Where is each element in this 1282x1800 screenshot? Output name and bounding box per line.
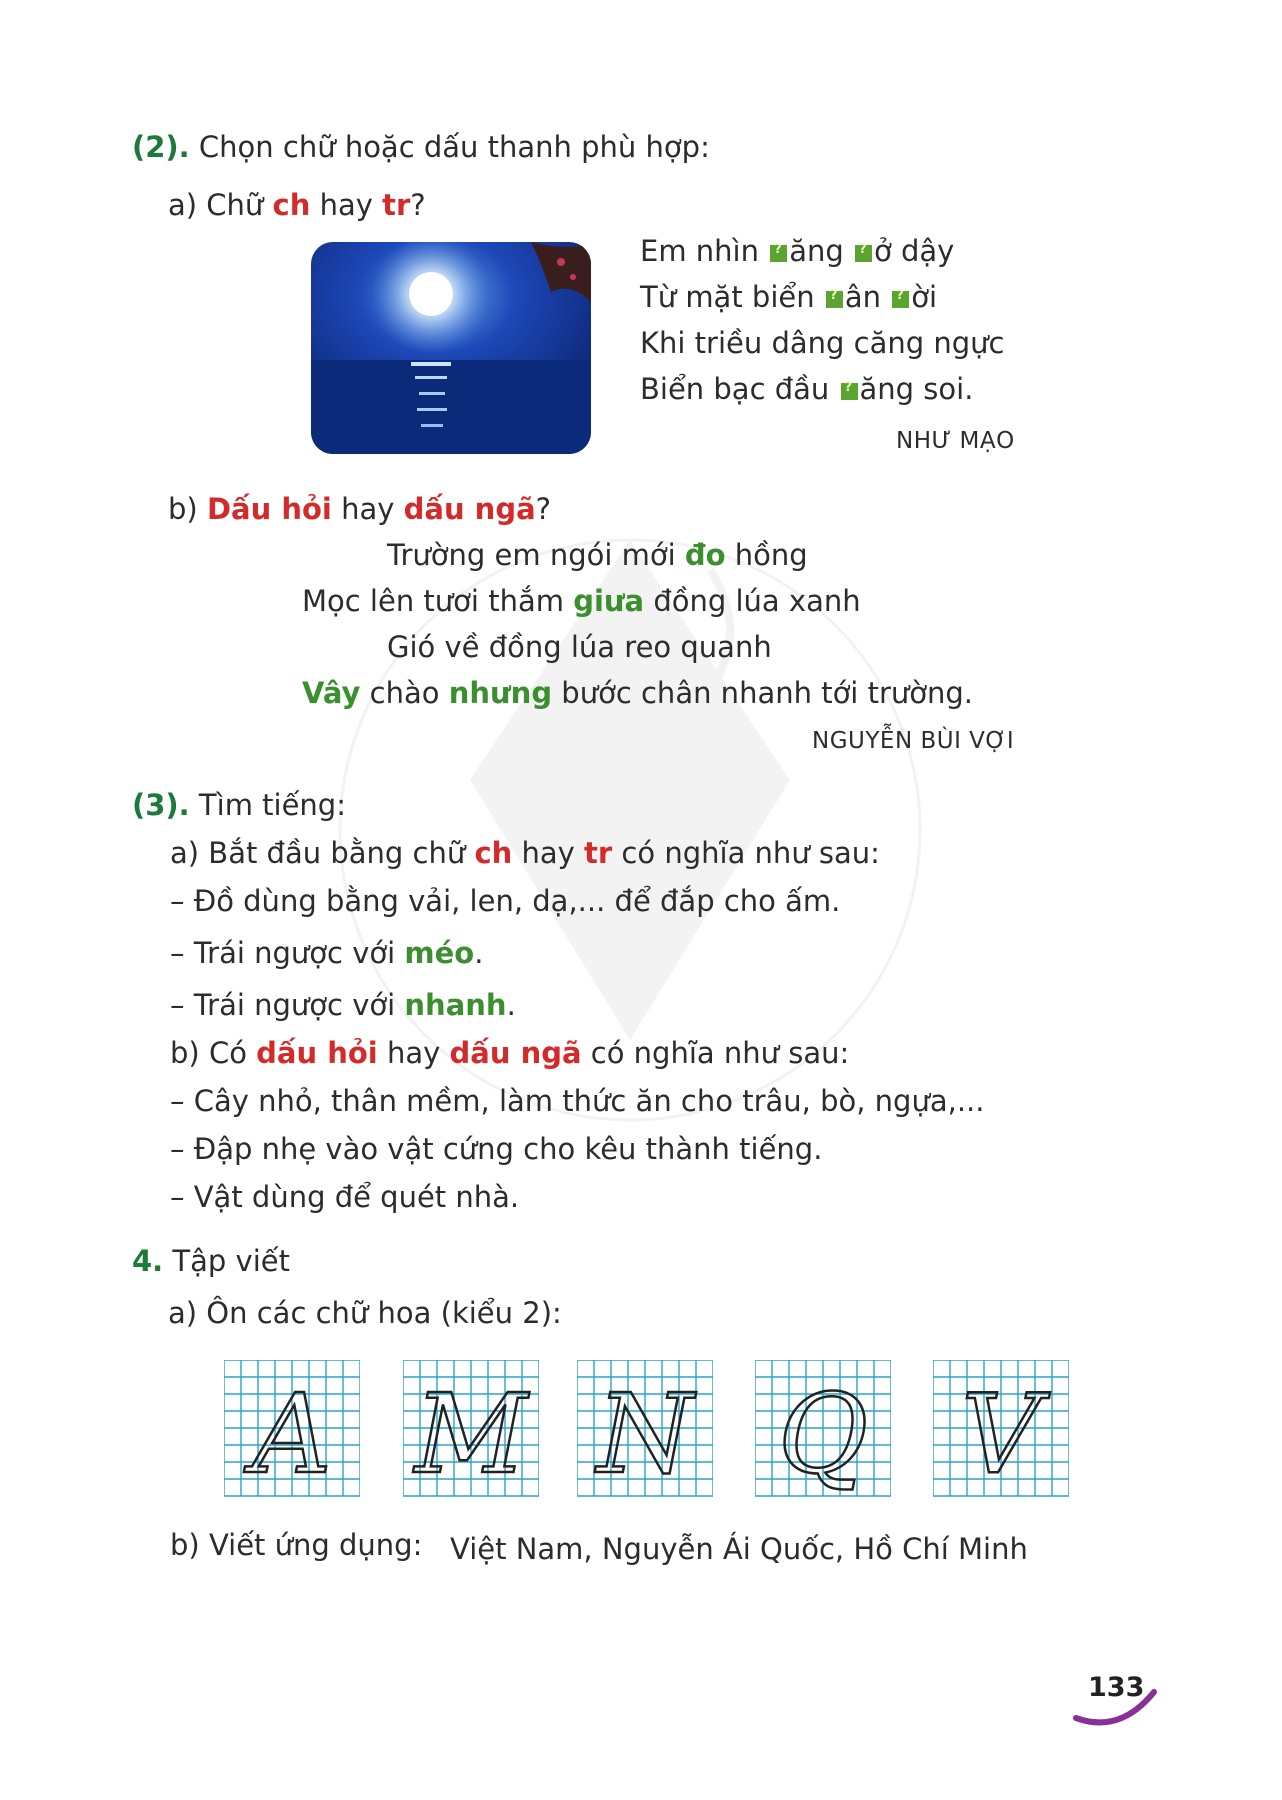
section-4-title: Tập viết (172, 1244, 290, 1278)
section-4b-label: b) Viết ứng dụng: (170, 1528, 423, 1562)
poem-text: Gió về đồng lúa reo quanh (387, 630, 772, 664)
option-dau-nga: dấu ngã (449, 1036, 582, 1070)
section-2-title: Chọn chữ hoặc dấu thanh phù hợp: (198, 130, 710, 164)
author-a: NHƯ MẠO (896, 428, 1015, 454)
letter-grid-v (933, 1360, 1069, 1500)
clue-a-3 (170, 988, 516, 1022)
letter-grid-n (577, 1360, 713, 1500)
section-4-heading (132, 1244, 290, 1278)
prompt-text: b) (168, 492, 207, 526)
prompt-text: ? (410, 188, 426, 222)
prompt-text: a) Bắt đầu bằng chữ (170, 836, 475, 870)
clue-a-2 (170, 936, 483, 970)
option-dau-nga: dấu ngã (403, 492, 536, 526)
poem-text: ân (844, 280, 891, 314)
poem-text: ăng (789, 234, 853, 268)
letter-glyph: V (961, 1370, 1041, 1498)
poem-text: Em nhìn (640, 234, 769, 268)
letter-glyph: Q (777, 1370, 869, 1498)
highlight-word: Vây (302, 676, 361, 710)
poem-b-line-4 (302, 676, 973, 710)
author-b: NGUYỄN BÙI VỢI (812, 728, 1015, 754)
letter-grid-m (403, 1360, 539, 1500)
section-4a-prompt: a) Ôn các chữ hoa (kiểu 2): (168, 1296, 562, 1330)
poem-a-line-3 (640, 326, 1004, 360)
section-3-number: (3). (132, 788, 190, 822)
section-4b-text: Việt Nam, Nguyễn Ái Quốc, Hồ Chí Minh (450, 1532, 1028, 1566)
letter-grid-a (224, 1360, 360, 1500)
clue-b-1: – Cây nhỏ, thân mềm, làm thức ăn cho trâu, bò, ngựa,... (170, 1084, 985, 1118)
blank-box (841, 383, 858, 400)
page-number: 133 (1088, 1672, 1145, 1703)
section-3b-prompt (170, 1036, 849, 1070)
poem-text: Mọc lên tươi thắm (302, 584, 574, 618)
clue-b-3: – Vật dùng để quét nhà. (170, 1180, 520, 1214)
prompt-text: b) Có (170, 1036, 257, 1070)
poem-a-line-4 (640, 372, 973, 406)
highlight-word: nhanh (404, 988, 507, 1022)
prompt-text: có nghĩa như sau: (581, 1036, 850, 1070)
section-4-number: 4. (132, 1244, 164, 1278)
clue-text: . (506, 988, 516, 1022)
poem-text: hồng (725, 538, 808, 572)
poem-a-line-2 (640, 280, 937, 314)
clue-text: – Trái ngược với (170, 936, 405, 970)
poem-text: ời (911, 280, 938, 314)
blank-box (770, 245, 787, 262)
poem-text: chào (360, 676, 449, 710)
poem-text: bước chân nhanh tới trường. (552, 676, 974, 710)
prompt-text: hay (310, 188, 383, 222)
section-2a-prompt (168, 188, 426, 222)
clue-b-2: – Đập nhẹ vào vật cứng cho kêu thành tiếng. (170, 1132, 823, 1166)
highlight-word: đo (684, 538, 726, 572)
option-ch: ch (272, 188, 311, 222)
blank-box (892, 291, 909, 308)
poem-text: ăng soi. (859, 372, 974, 406)
poem-text: Từ mặt biển (640, 280, 824, 314)
option-tr: tr (584, 836, 613, 870)
poem-text: Biển bạc đầu (640, 372, 839, 406)
poem-a-line-1 (640, 234, 954, 268)
prompt-text: hay (377, 1036, 450, 1070)
option-tr: tr (382, 188, 411, 222)
letter-glyph: M (414, 1370, 528, 1498)
highlight-word: méo (404, 936, 475, 970)
blank-box (855, 245, 872, 262)
highlight-word: giưa (573, 584, 645, 618)
section-3-title: Tìm tiếng: (198, 788, 346, 822)
poem-text: Khi triều dâng căng ngực (640, 326, 1005, 360)
section-2-number: (2). (132, 130, 190, 164)
section-3-heading (132, 788, 346, 822)
highlight-word: nhưng (448, 676, 553, 710)
option-ch: ch (474, 836, 513, 870)
poem-text: ở dậy (874, 234, 955, 268)
clue-a-1 (170, 884, 840, 918)
blank-box (826, 291, 843, 308)
section-2-heading (132, 130, 710, 164)
option-dau-hoi: Dấu hỏi (206, 492, 332, 526)
letter-grid-q (755, 1360, 891, 1500)
prompt-text: hay (512, 836, 585, 870)
prompt-text: ? (535, 492, 552, 526)
prompt-text: có nghĩa như sau: (612, 836, 880, 870)
letter-glyph: N (596, 1370, 694, 1498)
poem-text: Trường em ngói mới (387, 538, 685, 572)
clue-text: . (474, 936, 484, 970)
moon-sea-image (311, 242, 591, 454)
poem-b-line-3 (387, 630, 772, 664)
poem-b-line-1 (387, 538, 808, 572)
prompt-text: hay (331, 492, 404, 526)
option-dau-hoi: dấu hỏi (256, 1036, 378, 1070)
section-2b-prompt (168, 492, 551, 526)
clue-text: – Trái ngược với (170, 988, 405, 1022)
poem-text: đồng lúa xanh (644, 584, 861, 618)
prompt-text: a) Chữ (168, 188, 273, 222)
clue-text: – Đồ dùng bằng vải, len, dạ,... để đắp cho ấm. (170, 884, 841, 918)
poem-b-line-2 (302, 584, 861, 618)
letter-glyph: A (252, 1370, 332, 1498)
section-3a-prompt (170, 836, 880, 870)
